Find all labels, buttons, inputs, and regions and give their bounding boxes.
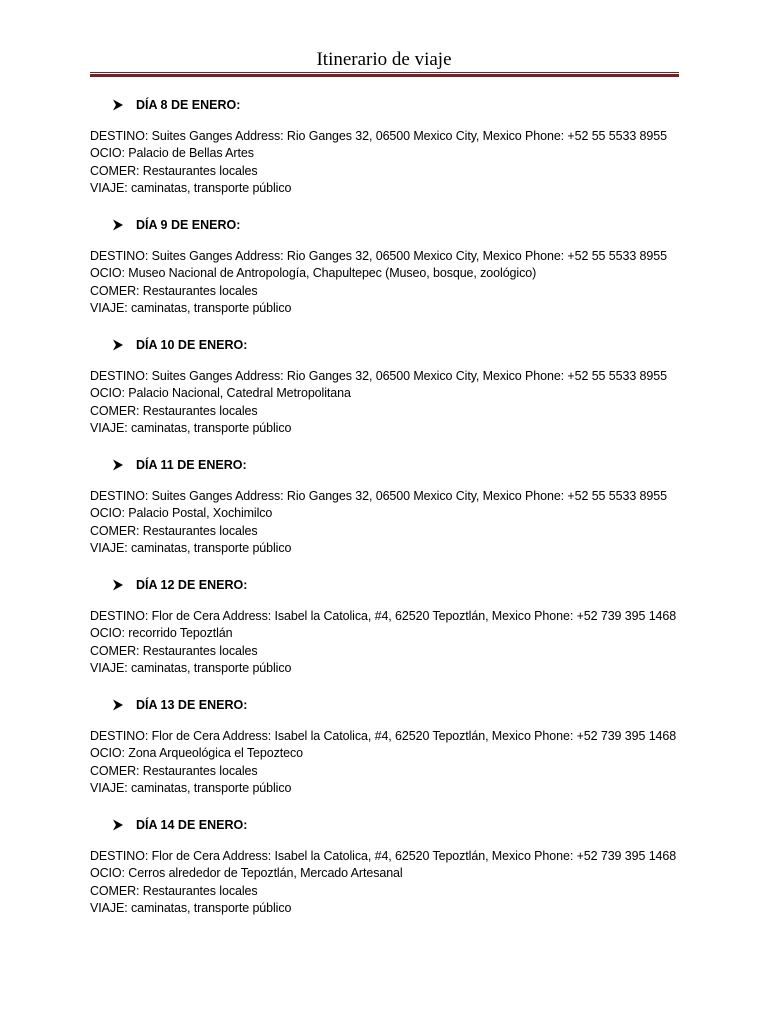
title-divider-thin-line [90, 72, 679, 73]
destination-line: DESTINO: Suites Ganges Address: Rio Ganges 32, 06500 Mexico City, Mexico Phone: +52 55 5533 8955 [90, 129, 667, 143]
travel-line: VIAJE: caminatas, transporte público [90, 180, 292, 195]
destination-line: DESTINO: Flor de Cera Address: Isabel la Catolica, #4, 62520 Tepoztlán, Mexico Phone: +52 739 395 1468 [90, 729, 677, 743]
destination-line: DESTINO: Flor de Cera Address: Isabel la Catolica, #4, 62520 Tepoztlán, Mexico Phone: +52 739 395 1468 [90, 849, 677, 863]
destination-line: DESTINO: Suites Ganges Address: Rio Ganges 32, 06500 Mexico City, Mexico Phone: +52 55 5533 8955 [90, 249, 667, 263]
food-line: COMER: Restaurantes locales [90, 523, 258, 538]
day-heading-row [90, 334, 690, 368]
leisure-line: OCIO: Cerros alrededor de Tepoztlán, Mercado Artesanal [90, 866, 403, 881]
day-heading: DÍA 11 DE ENERO: [136, 458, 247, 472]
arrowhead-bullet-icon [112, 459, 124, 471]
arrowhead-bullet-icon [112, 339, 124, 351]
arrowhead-bullet-icon [112, 699, 124, 711]
arrowhead-bullet-icon [112, 219, 124, 231]
destination-line: DESTINO: Suites Ganges Address: Rio Ganges 32, 06500 Mexico City, Mexico Phone: +52 55 5533 8955 [90, 369, 667, 383]
food-line: COMER: Restaurantes locales [90, 883, 258, 898]
travel-line: VIAJE: caminatas, transporte público [90, 780, 292, 795]
arrowhead-bullet-icon [112, 579, 124, 591]
day-section [90, 814, 690, 934]
day-heading-row [90, 574, 690, 608]
day-section [90, 334, 690, 454]
day-section [90, 94, 690, 214]
day-heading-row [90, 214, 690, 248]
day-heading: DÍA 12 DE ENERO: [136, 578, 248, 592]
day-heading-row [90, 94, 690, 128]
title-divider [90, 72, 679, 77]
destination-line: DESTINO: Flor de Cera Address: Isabel la Catolica, #4, 62520 Tepoztlán, Mexico Phone: +52 739 395 1468 [90, 609, 677, 623]
travel-line: VIAJE: caminatas, transporte público [90, 900, 292, 915]
day-heading: DÍA 9 DE ENERO: [136, 218, 241, 232]
arrowhead-bullet-icon [112, 99, 124, 111]
leisure-line: OCIO: Palacio Nacional, Catedral Metropolitana [90, 386, 351, 401]
travel-line: VIAJE: caminatas, transporte público [90, 660, 292, 675]
day-heading: DÍA 8 DE ENERO: [136, 98, 241, 112]
day-heading: DÍA 13 DE ENERO: [136, 698, 248, 712]
arrowhead-bullet-icon [112, 819, 124, 831]
day-section [90, 694, 690, 814]
day-section [90, 574, 690, 694]
day-section [90, 454, 690, 574]
food-line: COMER: Restaurantes locales [90, 643, 258, 658]
day-heading-row [90, 814, 690, 848]
leisure-line: OCIO: Palacio de Bellas Artes [90, 146, 254, 161]
day-heading-row [90, 694, 690, 728]
food-line: COMER: Restaurantes locales [90, 163, 258, 178]
leisure-line: OCIO: recorrido Tepoztlán [90, 626, 233, 641]
itinerary-days [90, 94, 690, 934]
leisure-line: OCIO: Zona Arqueológica el Tepozteco [90, 746, 303, 761]
day-heading: DÍA 10 DE ENERO: [136, 338, 248, 352]
page-title: Itinerario de viaje [316, 49, 452, 70]
food-line: COMER: Restaurantes locales [90, 283, 258, 298]
day-section [90, 214, 690, 334]
title-divider-thick-line [90, 74, 679, 77]
food-line: COMER: Restaurantes locales [90, 403, 258, 418]
travel-line: VIAJE: caminatas, transporte público [90, 540, 292, 555]
leisure-line: OCIO: Palacio Postal, Xochimilco [90, 506, 273, 521]
destination-line: DESTINO: Suites Ganges Address: Rio Ganges 32, 06500 Mexico City, Mexico Phone: +52 55 5533 8955 [90, 489, 667, 503]
travel-line: VIAJE: caminatas, transporte público [90, 300, 292, 315]
food-line: COMER: Restaurantes locales [90, 763, 258, 778]
travel-line: VIAJE: caminatas, transporte público [90, 420, 292, 435]
day-heading: DÍA 14 DE ENERO: [136, 818, 248, 832]
leisure-line: OCIO: Museo Nacional de Antropología, Chapultepec (Museo, bosque, zoológico) [90, 266, 537, 281]
day-heading-row [90, 454, 690, 488]
